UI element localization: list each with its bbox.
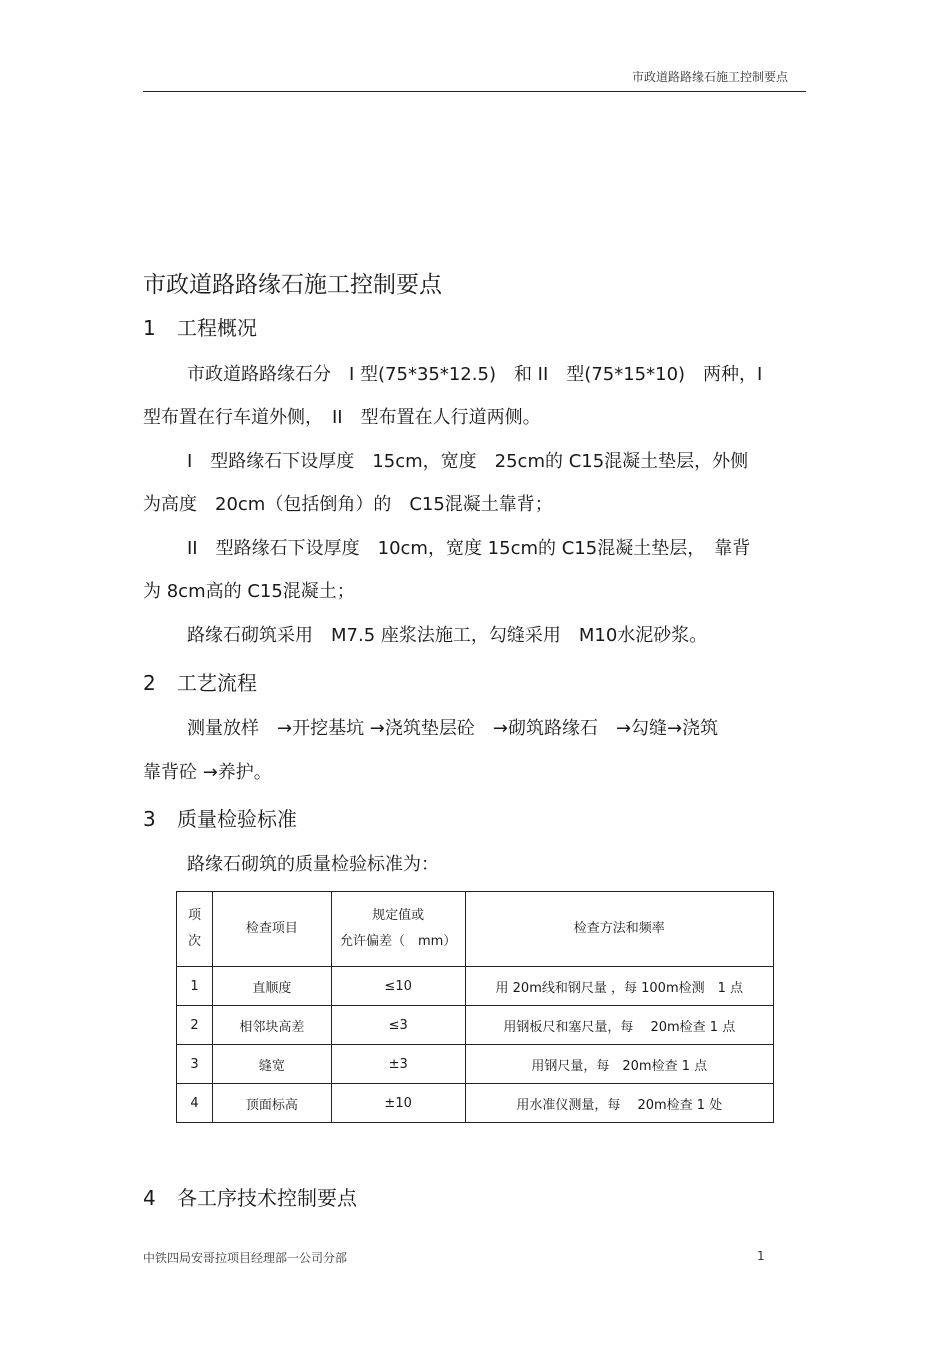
paragraph-line: 靠背砼 →养护。 xyxy=(143,762,272,783)
table-intro: 路缘石砌筑的质量检验标准为： xyxy=(187,854,439,875)
paragraph-line: 市政道路路缘石分 I 型(75*35*12.5) 和 II 型(75*15*10) 两种，I xyxy=(187,364,763,385)
table-row xyxy=(177,967,774,1006)
header-cell-check-item: 检查项目 xyxy=(212,892,331,967)
section-3-heading xyxy=(143,803,297,832)
paragraph-line: II 型路缘石下设厚度 10cm，宽度 15cm的 C15混凝土垫层， 靠背 xyxy=(187,538,751,559)
section-number: 3 xyxy=(143,807,156,831)
paragraph-line: 为高度 20cm（包括倒角）的 C15混凝土靠背； xyxy=(143,494,553,515)
table-cell: ≤3 xyxy=(331,1006,465,1045)
table-header-row xyxy=(177,892,774,967)
table-cell: 用钢板尺和塞尺量，每 20m检查 1 点 xyxy=(465,1006,773,1045)
table-cell: 直顺度 xyxy=(212,967,331,1006)
section-title: 各工序技术控制要点 xyxy=(177,1186,357,1210)
section-4-heading xyxy=(143,1182,357,1211)
paragraph-line: 为 8cm高的 C15混凝土； xyxy=(143,581,355,602)
section-title: 质量检验标准 xyxy=(177,807,297,831)
table-cell: 用 20m线和钢尺量 ，每 100m检测 1 点 xyxy=(465,967,773,1006)
section-title: 工程概况 xyxy=(177,316,257,340)
section-title: 工艺流程 xyxy=(177,671,257,695)
header-cell-item-no: 项 次 xyxy=(177,892,213,967)
page-number: 1 xyxy=(757,1249,765,1263)
table-cell: ±10 xyxy=(331,1084,465,1123)
table-cell: ±3 xyxy=(331,1045,465,1084)
section-number: 4 xyxy=(143,1186,156,1210)
section-number: 2 xyxy=(143,671,156,695)
section-2-heading xyxy=(143,667,257,696)
header-cell-tolerance: 规定值或 允许偏差（ mm） xyxy=(331,892,465,967)
table-cell: 顶面标高 xyxy=(212,1084,331,1123)
table-cell: 用水准仪测量，每 20m检查 1 处 xyxy=(465,1084,773,1123)
table-row xyxy=(177,1045,774,1084)
table-cell: 缝宽 xyxy=(212,1045,331,1084)
paragraph-line: I 型路缘石下设厚度 15cm，宽度 25cm的 C15混凝土垫层，外侧 xyxy=(187,451,749,472)
table-row xyxy=(177,1006,774,1045)
table-cell: 1 xyxy=(177,967,213,1006)
header-rule xyxy=(143,91,806,92)
document-title: 市政道路路缘石施工控制要点 xyxy=(143,272,442,298)
paragraph-line: 路缘石砌筑采用 M7.5 座浆法施工，勾缝采用 M10水泥砂浆。 xyxy=(187,625,708,646)
paragraph-line: 型布置在行车道外侧， II 型布置在人行道两侧。 xyxy=(143,407,541,428)
table-row xyxy=(177,1084,774,1123)
footer-organization: 中铁四局安哥拉项目经理部一公司分部 xyxy=(143,1251,348,1265)
table-cell: 4 xyxy=(177,1084,213,1123)
table-cell: 2 xyxy=(177,1006,213,1045)
table-cell: 3 xyxy=(177,1045,213,1084)
table-cell: ≤10 xyxy=(331,967,465,1006)
running-header: 市政道路路缘石施工控制要点 xyxy=(631,70,788,84)
quality-standard-table xyxy=(176,891,774,1123)
section-number: 1 xyxy=(143,316,156,340)
table-cell: 相邻块高差 xyxy=(212,1006,331,1045)
section-1-heading xyxy=(143,312,257,341)
header-cell-method: 检查方法和频率 xyxy=(465,892,773,967)
table-cell: 用钢尺量，每 20m检查 1 点 xyxy=(465,1045,773,1084)
paragraph-line: 测量放样 →开挖基坑 →浇筑垫层砼 →砌筑路缘石 →勾缝→浇筑 xyxy=(187,718,719,739)
